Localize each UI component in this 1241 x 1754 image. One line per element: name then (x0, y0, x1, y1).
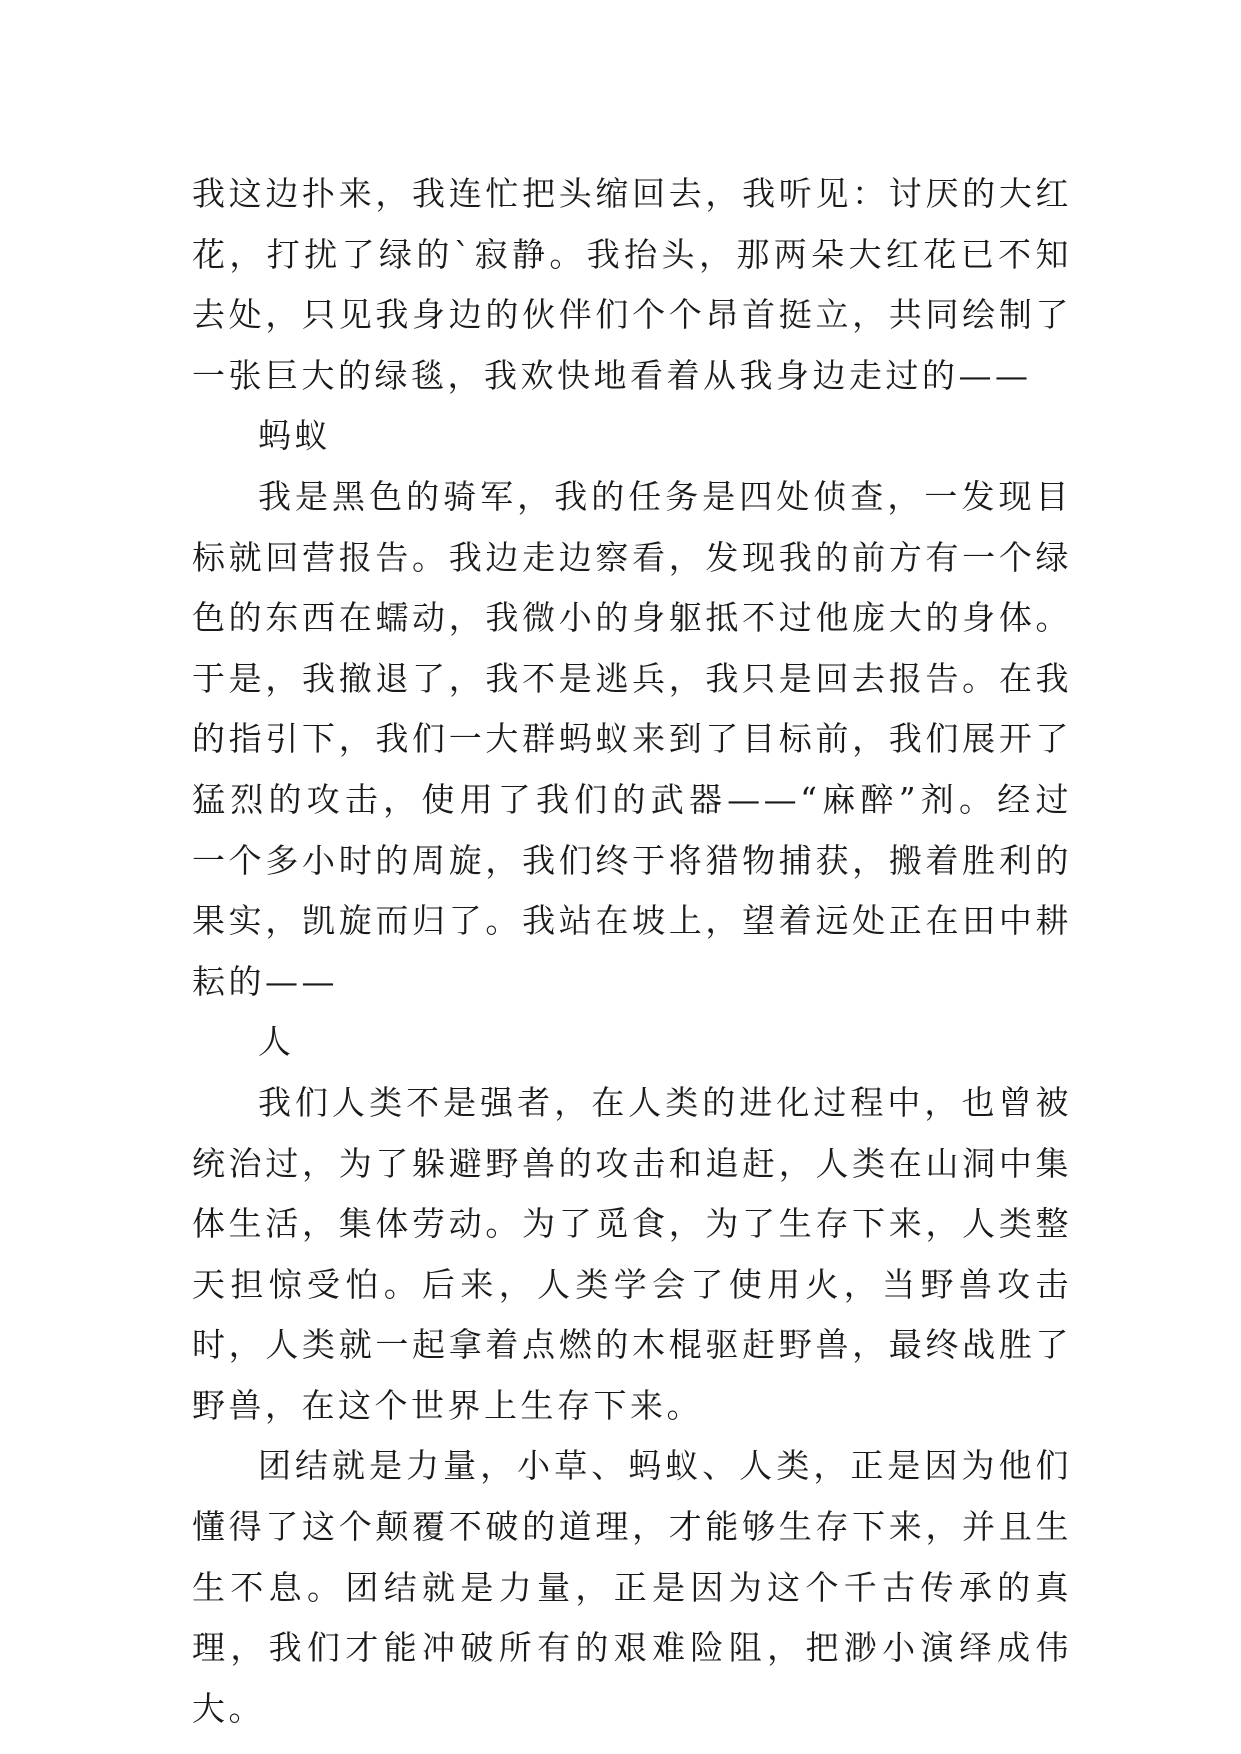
heading-human: 人 (258, 1022, 295, 1062)
heading-ant: 蚂蚁 (258, 416, 331, 456)
paragraph-grass-continuation: 我这边扑来，我连忙把头缩回去，我听见：讨厌的大红花，打扰了绿的`寂静。我抬头，那两朵大红花已不知去处，只见我身边的伙伴们个个昂首挺立，共同绘制了一张巨大的绿毯，我欢快地看着从我身边走过的—— (192, 174, 1072, 395)
document-body (192, 164, 1072, 1739)
paragraph-human: 我们人类不是强者，在人类的进化过程中，也曾被统治过，为了躲避野兽的攻击和追赶，人类在山洞中集体生活，集体劳动。为了觅食，为了生存下来，人类整天担惊受怕。后来，人类学会了使用火，当野兽攻击时，人类就一起拿着点燃的木棍驱赶野兽，最终战胜了野兽，在这个世界上生存下来。 (192, 1082, 1072, 1425)
paragraph-ant: 我是黑色的骑军，我的任务是四处侦查，一发现目标就回营报告。我边走边察看，发现我的前方有一个绿色的东西在蠕动，我微小的身躯抵不过他庞大的身体。于是，我撤退了，我不是逃兵，我只是回去报告。在我的指引下，我们一大群蚂蚁来到了目标前，我们展开了猛烈的攻击，使用了我们的武器——“麻醉”剂。经过一个多小时的周旋，我们终于将猎物捕获，搬着胜利的果实，凯旋而归了。我站在坡上，望着远处正在田中耕耘的—— (192, 476, 1072, 1001)
paragraph-conclusion: 团结就是力量，小草、蚂蚁、人类，正是因为他们懂得了这个颠覆不破的道理，才能够生存下来，并且生生不息。团结就是力量，正是因为这个千古传承的真理，我们才能冲破所有的艰难险阻，把渺小演绎成伟大。 (192, 1446, 1072, 1728)
